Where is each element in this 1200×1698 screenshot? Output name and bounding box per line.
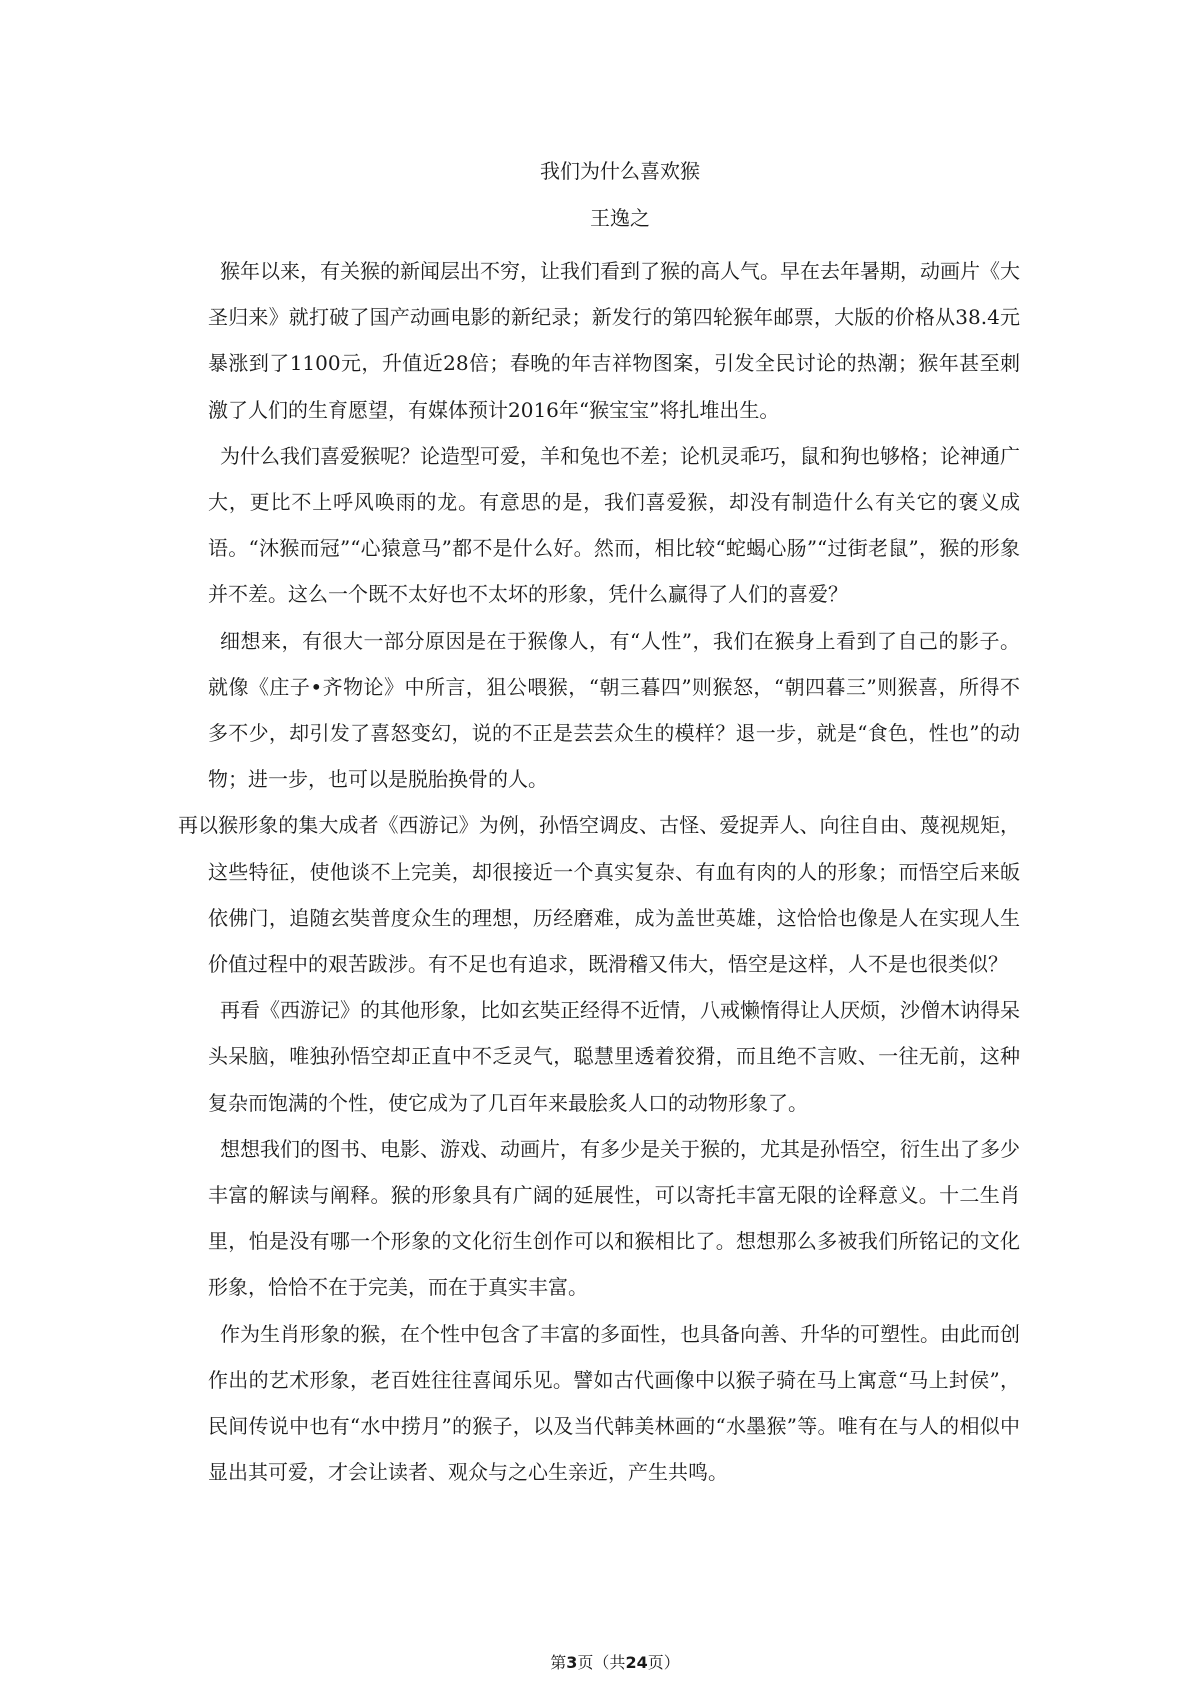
paragraph-5: 再看《西游记》的其他形象，比如玄奘正经得不近情，八戒懒惰得让人厌烦，沙僧木讷得呆头呆脑，唯独孙悟空却正直中不乏灵气，聪慧里透着狡猾，而且绝不言败、一往无前，这种复杂而饱满的个性，使它成为了几百年来最脍炙人口的动物形象了。 (208, 998, 1020, 1115)
paragraph-6: 想想我们的图书、电影、游戏、动画片，有多少是关于猴的，尤其是孙悟空，衍生出了多少丰富的解读与阐释。猴的形象具有广阔的延展性，可以寄托丰富无限的诠释意义。十二生肖里，怕是没有哪一个形象的文化衍生创作可以和猴相比了。想想那么多被我们所铭记的文化形象，恰恰不在于完美，而在于真实丰富。 (208, 1136, 1020, 1300)
footer-prefix: 第 (550, 1653, 567, 1672)
footer-middle: 页（共 (577, 1653, 626, 1672)
page-number: 3 (566, 1653, 578, 1672)
paragraph-2: 为什么我们喜爱猴呢？论造型可爱，羊和兔也不差；论机灵乖巧，鼠和狗也够格；论神通广大，更比不上呼风唤雨的龙。有意思的是，我们喜爱猴，却没有制造什么有关它的褒义成语。“沐猴而冠”“心猿意马”都不是什么好。然而，相比较“蛇蝎心肠”“过街老鼠”，猴的形象并不差。这么一个既不太好也不太坏的形象，凭什么赢得了人们的喜爱？ (208, 443, 1020, 607)
article-title: 我们为什么喜欢猴 (540, 159, 700, 183)
paragraph-7: 作为生肖形象的猴，在个性中包含了丰富的多面性，也具备向善、升华的可塑性。由此而创作出的艺术形象，老百姓往往喜闻乐见。譬如古代画像中以猴子骑在马上寓意“马上封侯”，民间传说中也有“水中捞月”的猴子，以及当代韩美林画的“水墨猴”等。唯有在与人的相似中显出其可爱，才会让读者、观众与之心生亲近，产生共鸣。 (208, 1321, 1020, 1485)
page-footer (0, 1651, 1200, 1675)
paragraph-3: 细想来，有很大一部分原因是在于猴像人，有“人性”，我们在猴身上看到了自己的影子。就像《庄子•齐物论》中所言，狙公喂猴，“朝三暮四”则猴怒，“朝四暮三”则猴喜，所得不多不少，却引发了喜怒变幻，说的不正是芸芸众生的模样？退一步，就是“食色，性也”的动物；进一步，也可以是脱胎换骨的人。 (208, 628, 1020, 792)
article-body (178, 248, 1020, 1495)
paragraph-4: 再以猴形象的集大成者《西游记》为例，孙悟空调皮、古怪、爱捉弄人、向往自由、蔑视规矩，这些特征，使他谈不上完美，却很接近一个真实复杂、有血有肉的人的形象；而悟空后来皈依佛门，追随玄奘普度众生的理想，历经磨难，成为盖世英雄，这恰恰也像是人在实现人生价值过程中的艰苦跋涉。有不足也有追求，既滑稽又伟大，悟空是这样，人不是也很类似？ (178, 813, 1020, 977)
footer-suffix: 页） (647, 1653, 680, 1672)
paragraph-1: 猴年以来，有关猴的新闻层出不穷，让我们看到了猴的高人气。早在去年暑期，动画片《大圣归来》就打破了国产动画电影的新纪录；新发行的第四轮猴年邮票，大版的价格从38.4元暴涨到了1100元，升值近28倍；春晚的年吉祥物图案，引发全民讨论的热潮；猴年甚至刺激了人们的生育愿望，有媒体预计2016年“猴宝宝”将扎堆出生。 (208, 259, 1020, 422)
article-author: 王逸之 (590, 206, 650, 230)
page-total: 24 (625, 1653, 648, 1672)
